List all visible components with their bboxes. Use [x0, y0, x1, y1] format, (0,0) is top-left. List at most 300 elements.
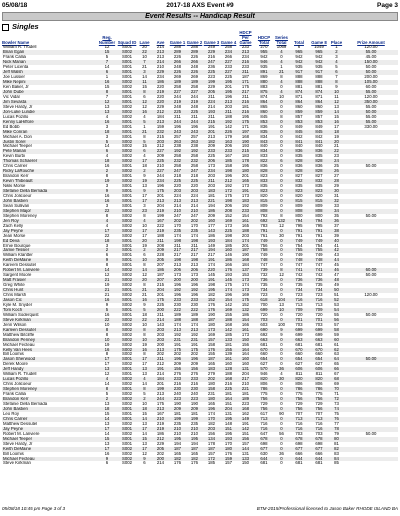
table-cell: 175 [169, 348, 186, 353]
table-cell: 50.00 [365, 65, 377, 70]
column-header: Ave [156, 39, 165, 45]
table-cell: 206 [224, 203, 233, 208]
table-cell: 49 [334, 283, 339, 288]
bowler-name: Matthew Dessutel [3, 421, 38, 426]
table-cell: 8 [137, 90, 152, 95]
table-cell: 4 [143, 154, 146, 159]
table-cell: 232 [186, 159, 203, 164]
table-cell: 198 [186, 258, 203, 263]
column-header: Series Total [275, 34, 288, 45]
table-cell: S002 [121, 392, 133, 397]
table-cell: S002 [117, 318, 137, 323]
table-cell: 647 [260, 431, 268, 436]
table-cell: 0 [274, 318, 289, 323]
column-header: Bowler Name [2, 39, 30, 45]
table-cell: 192 [190, 332, 199, 337]
table-cell: 191 [203, 258, 220, 263]
table-cell: 50.00 [344, 110, 398, 115]
bowler-name: Robert M. Lanviere [2, 268, 97, 273]
table-cell: S001 [121, 65, 133, 70]
table-cell: 827 [315, 174, 323, 179]
table-cell: 269 [173, 75, 182, 80]
table-cell: 7 [137, 60, 152, 65]
table-cell: 203 [224, 104, 233, 109]
bowler-name: Mike Nepini [2, 80, 97, 85]
table-cell: S001 [117, 357, 137, 362]
table-cell: S001 [121, 372, 133, 377]
table-cell: 14 [142, 382, 147, 387]
table-cell: 213 [169, 328, 186, 333]
table-cell: 217 [186, 248, 203, 253]
table-cell: 211 [208, 114, 215, 119]
table-cell: 7 [97, 60, 117, 65]
table-cell: 2 [97, 248, 117, 253]
table-cell: 17 [334, 124, 339, 129]
column-header: HDCP Total [257, 34, 271, 45]
table-cell: 699 [315, 332, 323, 337]
table-cell: 175 [152, 189, 169, 194]
table-cell: 215 [237, 149, 254, 154]
bowler-name: Tom Koch [2, 308, 97, 313]
table-cell: 692 [254, 219, 274, 224]
table-cell: S001 [117, 70, 137, 75]
table-cell: 143 [203, 229, 220, 234]
table-cell: 232 [152, 130, 169, 135]
table-cell: 188 [224, 114, 233, 119]
table-cell: 880 [254, 80, 274, 85]
table-cell: 17 [97, 427, 117, 432]
table-cell: 200 [152, 457, 169, 462]
table-cell: 156 [241, 342, 250, 347]
table-cell: S002 [117, 328, 137, 333]
table-cell: 213 [152, 120, 169, 125]
table-cell: 8 [143, 283, 146, 288]
table-cell: 849 [315, 124, 323, 129]
table-cell: 3 [143, 203, 146, 208]
table-cell: 749 [254, 239, 274, 244]
table-cell: 17 [137, 199, 152, 204]
table-cell: 12 [142, 104, 147, 109]
table-cell: 811 [295, 372, 303, 377]
table-cell: 8 [280, 75, 283, 80]
footer-right: BTM-2015/Professional licensed to Jason Baker RHODE ISLAND BA [256, 506, 398, 511]
table-cell: 0 [280, 253, 283, 258]
table-cell: 0 [280, 312, 283, 317]
table-cell: 21 [137, 130, 152, 135]
table-cell: 935 [295, 65, 303, 70]
table-cell: 820 [289, 377, 309, 382]
table-cell: 143 [156, 322, 165, 327]
table-cell: 5 [97, 308, 117, 313]
table-cell: 17 [137, 357, 152, 362]
table-cell: 210 [190, 431, 199, 436]
table-cell: 238 [173, 144, 182, 149]
table-cell: 17 [97, 229, 117, 234]
table-cell: 888 [309, 80, 329, 85]
table-cell: 199 [186, 417, 203, 422]
table-cell: 235 [173, 421, 182, 426]
table-cell: 183 [203, 367, 220, 372]
table-cell: 681 [260, 461, 268, 466]
table-cell: 243 [186, 130, 203, 135]
table-cell: 196 [190, 124, 199, 129]
table-cell: 158 [224, 164, 233, 169]
table-cell: 703 [315, 322, 323, 327]
table-cell: 0 [280, 382, 283, 387]
table-cell: 157 [224, 461, 233, 466]
table-cell: 244 [156, 174, 165, 179]
table-cell: 660 [315, 352, 323, 357]
table-cell: 60.00 [365, 85, 377, 90]
table-cell: 822 [254, 159, 274, 164]
table-cell: 227 [220, 60, 237, 65]
table-cell: 244 [152, 397, 169, 402]
table-cell: 257 [173, 134, 182, 139]
table-cell: 0 [274, 357, 289, 362]
table-cell: 942 [289, 60, 309, 65]
table-cell: 828 [254, 169, 274, 174]
table-cell: 666 [315, 451, 323, 456]
table-cell: 21 [334, 144, 339, 149]
table-cell: 181 [224, 392, 233, 397]
table-cell: 184 [220, 239, 237, 244]
table-cell: 184 [156, 114, 165, 119]
table-cell: 42 [329, 248, 344, 253]
table-cell: 13 [142, 372, 147, 377]
table-cell: 200 [186, 278, 203, 283]
table-cell: 207 [156, 263, 165, 268]
bowler-name: Mike Conran [2, 130, 97, 135]
table-cell: 186 [241, 312, 250, 317]
table-cell: 170 [203, 417, 220, 422]
table-cell: 234 [203, 169, 220, 174]
table-cell: 25 [334, 164, 339, 169]
table-cell: S002 [121, 114, 133, 119]
table-cell: 191 [173, 342, 182, 347]
table-cell: 132 [274, 219, 289, 224]
table-cell: S001 [117, 407, 137, 412]
table-cell: 233 [241, 45, 250, 50]
bowler-name: Jeff Walsh [2, 70, 97, 75]
table-cell: 10 [274, 308, 289, 313]
table-cell: 175 [237, 298, 254, 303]
section-title: Singles [12, 22, 39, 31]
table-cell: S002 [117, 169, 137, 174]
table-cell: 9 [105, 302, 109, 307]
table-cell: 845 [260, 114, 268, 119]
bowler-name: Michael A. Don [3, 134, 32, 139]
table-cell: 835 [295, 184, 303, 189]
table-cell: 213 [152, 50, 169, 55]
table-cell: 10 [329, 90, 344, 95]
table-cell: 2 [137, 169, 152, 174]
table-cell: 176 [207, 302, 216, 307]
table-cell: 806 [260, 382, 268, 387]
table-cell: 13 [104, 402, 110, 407]
table-cell: 211 [191, 114, 198, 119]
table-cell: 181 [241, 104, 250, 109]
table-cell: 871 [315, 94, 323, 99]
table-cell: 196 [173, 293, 182, 298]
table-cell: 815 [289, 199, 309, 204]
bowler-name: Brandon Kerr [3, 174, 29, 179]
table-cell: 603 [260, 322, 268, 327]
bowler-name: William Klantter [3, 253, 33, 258]
table-cell: 192 [169, 149, 186, 154]
table-cell: 820 [254, 377, 274, 382]
table-cell: 69 [334, 382, 339, 387]
column-header: Game 1 [169, 39, 186, 45]
table-cell: 226 [169, 70, 186, 75]
table-cell: 860 [254, 110, 274, 115]
table-cell: 244 [190, 94, 199, 99]
table-cell: 709 [289, 308, 309, 313]
table-cell: 233 [237, 209, 254, 214]
table-cell: 874 [309, 90, 329, 95]
table-cell: 8 [143, 352, 146, 357]
bowler-name: Michael Teeper [2, 437, 97, 442]
table-cell: 167 [224, 154, 233, 159]
bowler-name: Michael Fecteau [2, 457, 97, 462]
table-cell: 188 [224, 372, 233, 377]
table-cell: S001 [117, 387, 137, 392]
table-cell: 836 [315, 164, 323, 169]
table-cell: S001 [121, 184, 133, 189]
table-cell: 226 [220, 130, 237, 135]
table-cell: 200 [169, 278, 186, 283]
table-cell: 660 [295, 352, 303, 357]
table-cell: 233 [186, 377, 203, 382]
table-cell: 182 [186, 457, 203, 462]
table-cell: 14 [142, 75, 147, 80]
table-cell: 0 [274, 348, 289, 353]
table-cell: 236 [207, 65, 216, 70]
table-cell: 15 [104, 411, 110, 416]
table-cell: 3 [105, 184, 109, 189]
table-cell: 145 [220, 278, 237, 283]
table-cell: 0 [274, 179, 289, 184]
table-cell: 174 [207, 263, 216, 268]
table-cell: 749 [260, 253, 268, 258]
table-cell: 570 [254, 367, 274, 372]
table-cell: 716 [289, 298, 309, 303]
table-cell: 180 [207, 382, 216, 387]
table-cell: 699 [289, 328, 309, 333]
table-cell: 10 [142, 223, 147, 228]
table-cell: 168 [220, 377, 237, 382]
table-cell: 211 [203, 179, 220, 184]
table-cell: 0 [274, 437, 289, 442]
table-cell: 8 [280, 114, 283, 119]
table-cell: 823 [260, 174, 268, 179]
table-cell: 21 [97, 278, 117, 283]
table-cell: 196 [156, 184, 165, 189]
table-cell: 47 [334, 273, 339, 278]
table-cell: 50.00 [365, 164, 377, 169]
table-cell: 845 [309, 130, 329, 135]
table-cell: 747 [295, 263, 303, 268]
table-cell: 22 [137, 318, 152, 323]
table-cell: 188 [169, 318, 186, 323]
table-cell: S001 [121, 174, 133, 179]
table-cell: 716 [254, 427, 274, 432]
table-cell: 0 [280, 184, 283, 189]
table-cell: 156 [207, 431, 216, 436]
table-cell: 806 [295, 382, 303, 387]
table-cell: 195 [220, 90, 237, 95]
bowler-name: Frank Callia [3, 392, 26, 397]
table-cell: 188 [156, 233, 165, 238]
table-cell: 723 [315, 293, 323, 298]
bowler-name: Jay Peyne [2, 229, 97, 234]
table-cell: 28 [329, 179, 344, 184]
table-cell: 131 [224, 411, 233, 416]
table-cell: 68 [329, 377, 344, 382]
table-cell: 223 [169, 397, 186, 402]
table-cell: S002 [121, 332, 133, 337]
table-cell: 209 [190, 362, 199, 367]
table-cell: 20 [137, 278, 152, 283]
table-cell: 735 [295, 283, 303, 288]
table-cell: 231 [207, 392, 216, 397]
table-cell: 618 [254, 298, 274, 303]
table-cell: 1 [143, 124, 146, 129]
table-cell: 142 [237, 427, 254, 432]
table-cell: 707 [295, 411, 303, 416]
table-cell: S001 [117, 189, 137, 194]
table-cell: 205 [203, 90, 220, 95]
table-cell: 701 [309, 318, 329, 323]
table-cell: 741 [289, 268, 309, 273]
table-cell: 210 [156, 164, 165, 169]
table-cell: 716 [295, 421, 303, 426]
table-cell: 217 [190, 253, 199, 258]
table-cell: 51 [334, 293, 339, 298]
table-cell: 233 [224, 65, 233, 70]
table-cell: 660 [260, 352, 268, 357]
table-cell: 13 [104, 104, 110, 109]
table-cell: S002 [117, 209, 137, 214]
table-cell: 5 [137, 120, 152, 125]
table-cell: 90 [279, 411, 284, 416]
table-cell: 139 [224, 352, 233, 357]
table-cell: 170 [190, 223, 199, 228]
table-cell: 8 [97, 387, 117, 392]
table-cell: 630 [260, 451, 268, 456]
table-cell: 827 [295, 174, 303, 179]
table-cell: 233 [241, 65, 250, 70]
table-cell: 258 [173, 154, 182, 159]
table-cell: 202 [186, 219, 203, 224]
table-cell: 8 [143, 213, 146, 218]
table-cell: 146 [224, 253, 233, 258]
table-cell: S002 [121, 382, 133, 387]
table-cell: 229 [152, 70, 169, 75]
table-cell: 214 [156, 461, 165, 466]
table-cell: 50.00 [365, 431, 377, 436]
table-cell: 9 [274, 328, 289, 333]
table-cell: 6 [97, 70, 117, 75]
table-cell: 209 [169, 407, 186, 412]
table-cell: 233 [169, 298, 186, 303]
table-cell: 216 [237, 60, 254, 65]
table-cell: 226 [186, 70, 203, 75]
table-cell: 9 [335, 85, 338, 90]
table-cell: 330.00 [364, 124, 378, 129]
table-cell: 163 [220, 140, 237, 145]
table-cell: 39 [334, 233, 339, 238]
table-cell: 247 [203, 60, 220, 65]
table-cell: 209 [207, 144, 216, 149]
table-cell: 198 [186, 239, 203, 244]
table-cell: 24 [329, 159, 344, 164]
table-cell: 213 [156, 392, 165, 397]
table-cell: 152 [224, 213, 233, 218]
table-cell: 775 [295, 392, 303, 397]
table-cell: 214 [207, 104, 216, 109]
table-cell: 187 [203, 447, 220, 452]
table-cell: 12 [137, 100, 152, 105]
table-cell: 216 [207, 55, 216, 60]
table-cell: 235 [190, 421, 199, 426]
table-cell: 228 [156, 253, 165, 258]
table-cell: 832 [289, 179, 309, 184]
table-cell: 173 [241, 332, 250, 337]
table-cell: 194 [190, 441, 199, 446]
table-cell: S002 [121, 461, 133, 466]
table-cell: 736 [289, 278, 309, 283]
table-cell: 0 [280, 85, 283, 90]
table-cell: 210 [173, 431, 182, 436]
table-cell: 193 [220, 437, 237, 442]
table-cell: 865 [260, 104, 268, 109]
table-cell: 215 [156, 283, 165, 288]
table-cell: 2 [97, 169, 117, 174]
table-cell: 14 [104, 382, 110, 387]
table-cell: 211 [174, 243, 181, 248]
table-cell: S001 [121, 94, 133, 99]
bowler-name: Matthew Bitcliffe [3, 332, 35, 337]
table-cell: S002 [117, 80, 137, 85]
table-cell: 0 [280, 283, 283, 288]
table-cell: 225 [220, 387, 237, 392]
table-cell: 202 [169, 219, 186, 224]
table-cell: 747 [315, 263, 323, 268]
bowler-name: Greg White [3, 283, 25, 288]
table-cell: S002 [121, 154, 133, 159]
table-cell: S002 [117, 179, 137, 184]
table-cell: 61 [334, 342, 339, 347]
table-cell: 18 [142, 312, 147, 317]
table-cell: 175 [224, 193, 233, 198]
table-cell: 26 [329, 169, 344, 174]
table-cell: 761 [260, 233, 268, 238]
bowler-name: Ken Baker, Jr [3, 85, 29, 90]
table-cell: 105.00 [344, 80, 398, 85]
table-cell: 627 [295, 362, 303, 367]
table-cell: 34 [329, 209, 344, 214]
table-cell: 835 [260, 184, 268, 189]
footer-left: 05/08/18 10:45 pm Page 3 of 3 [2, 506, 66, 511]
bowler-name: Robert M. Lanviere [3, 431, 40, 436]
table-cell: 225 [169, 179, 186, 184]
table-cell: 681 [260, 342, 268, 347]
column-header: Squad ID [117, 39, 137, 45]
table-cell: 55.00 [344, 90, 398, 95]
table-cell: 63 [334, 352, 339, 357]
table-cell: 0 [280, 362, 283, 367]
bowler-name: William R. Trudell [3, 372, 37, 377]
